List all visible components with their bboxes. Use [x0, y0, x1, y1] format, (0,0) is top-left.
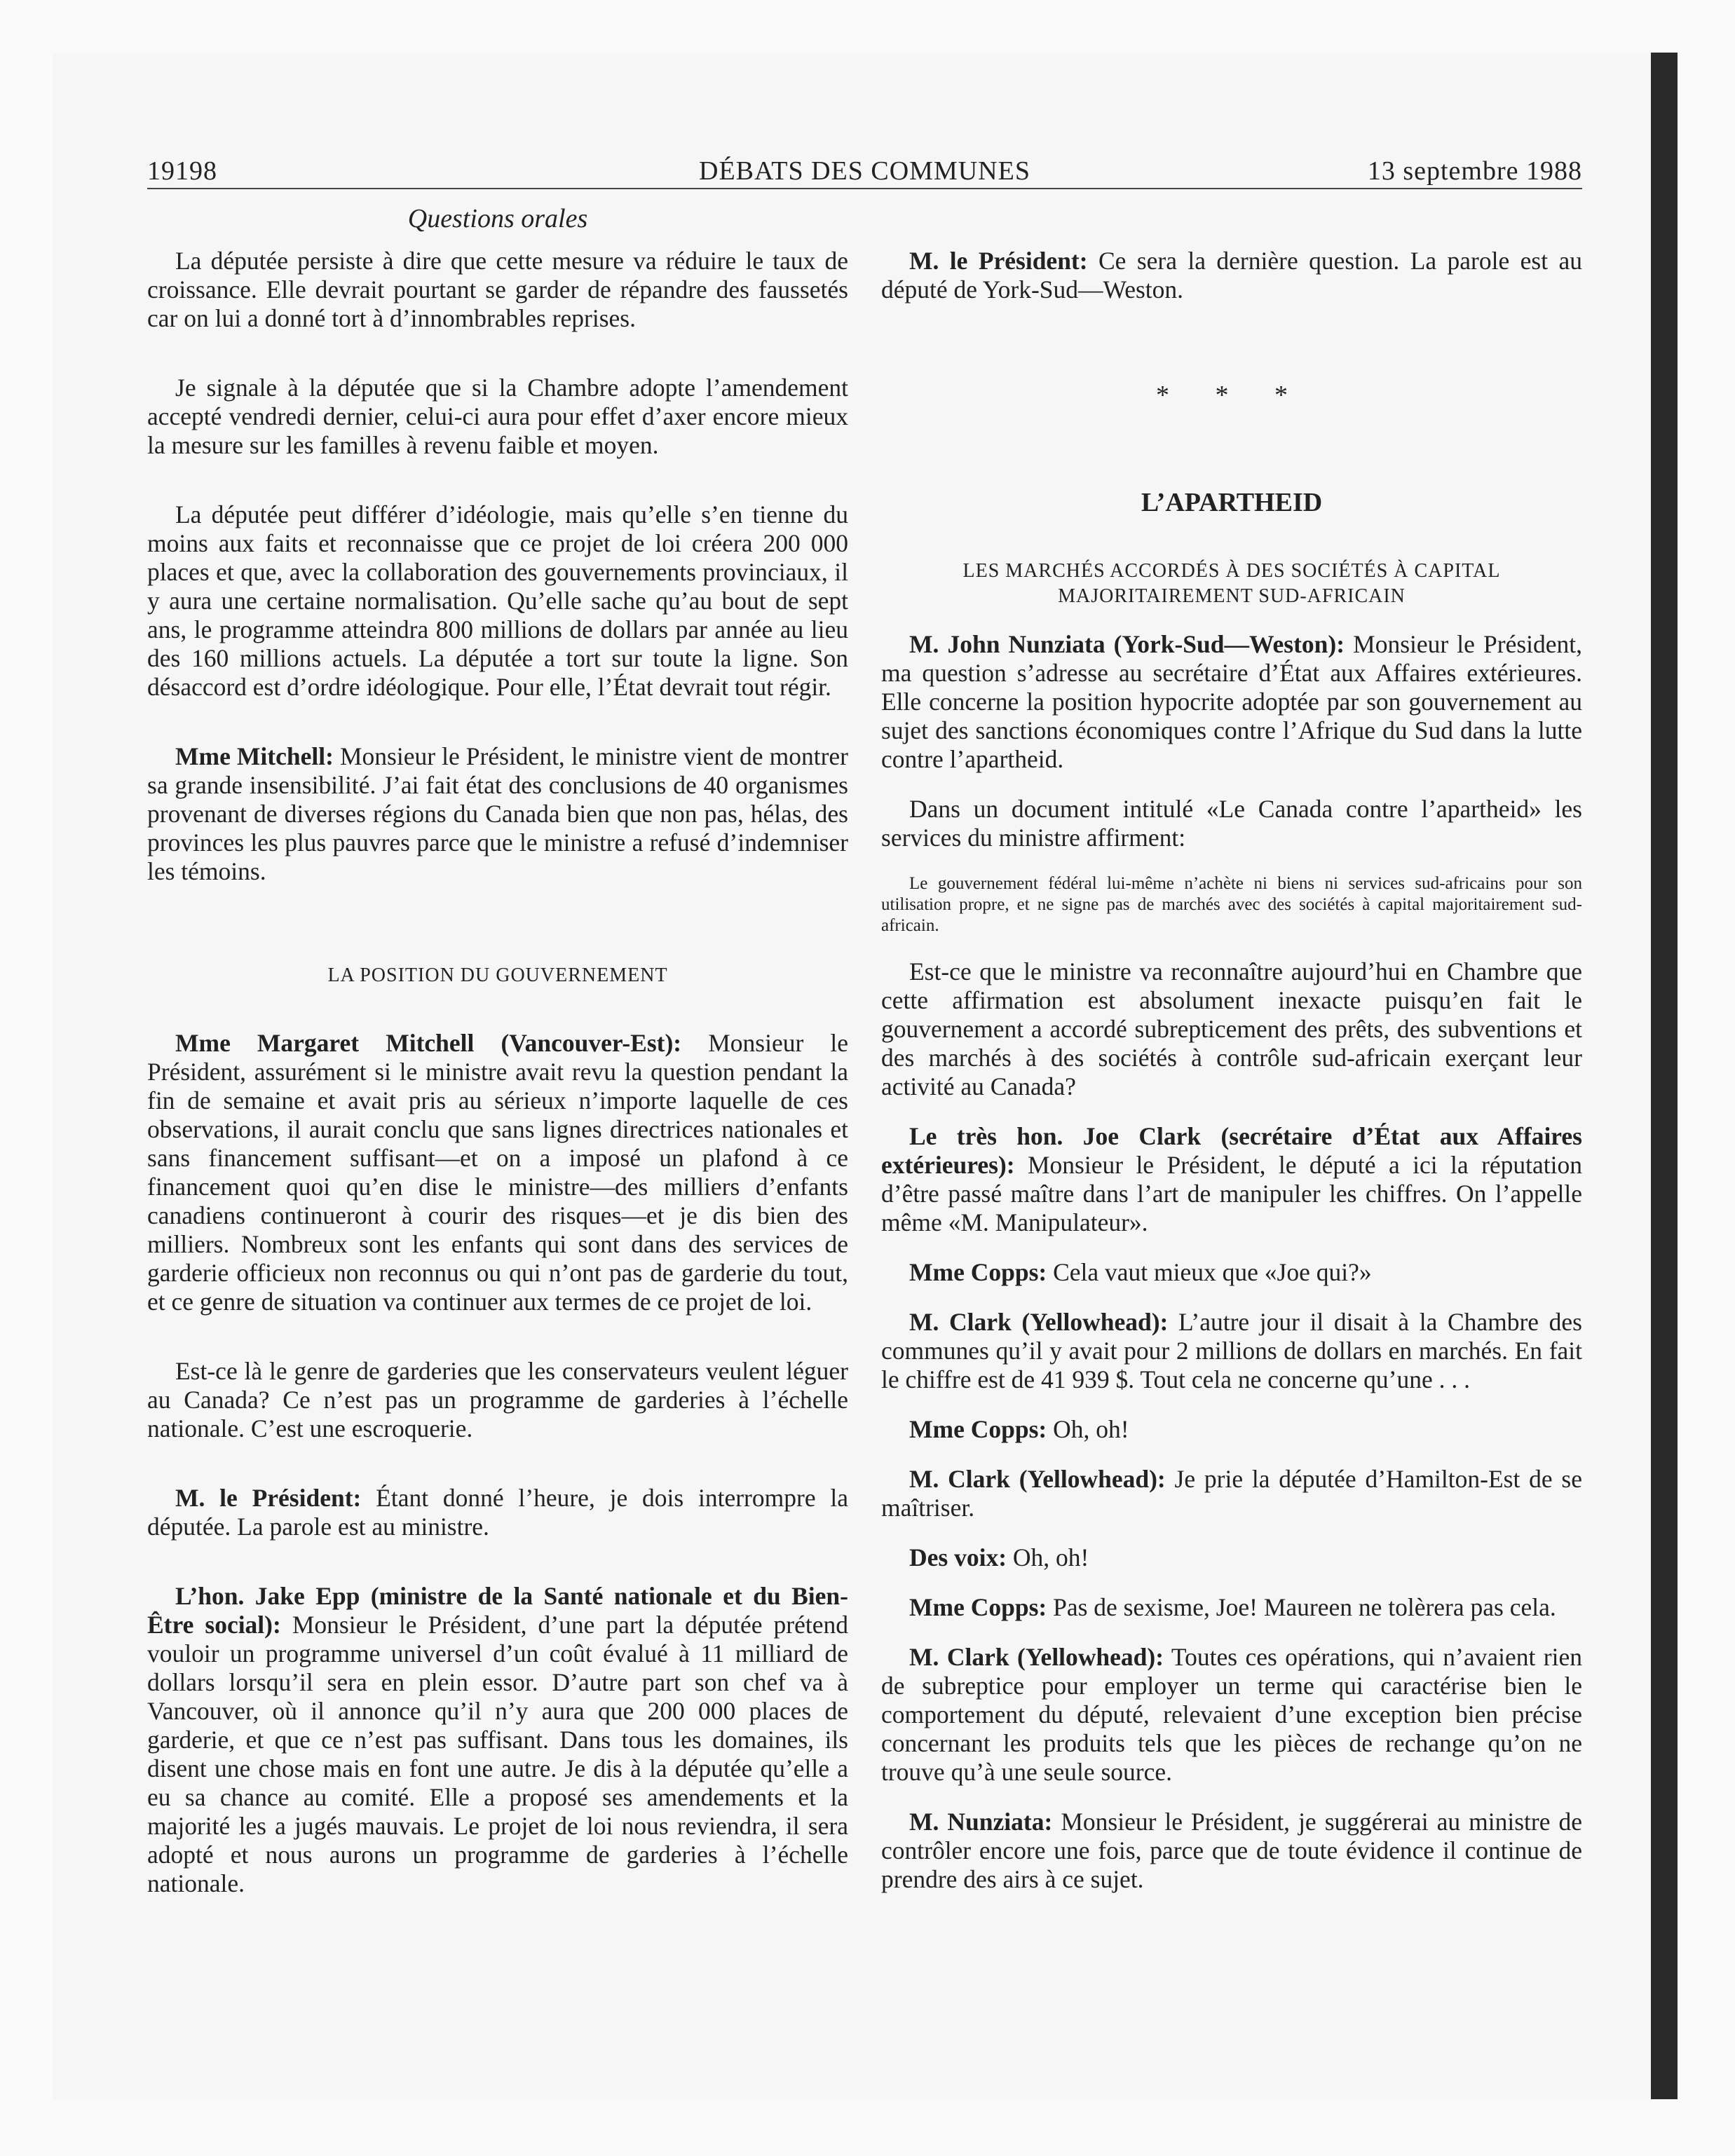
- paragraph: [881, 1308, 1582, 1394]
- right-column: [881, 247, 1582, 1894]
- subheading-line: LES MARCHÉS ACCORDÉS À DES SOCIÉTÉS À CAPITAL: [962, 560, 1501, 582]
- publication-title: DÉBATS DES COMMUNES: [699, 156, 1030, 186]
- speaker-name: Des voix:: [909, 1543, 1007, 1571]
- paragraph: [881, 1643, 1582, 1787]
- speech-text: Ce sera la dernière question. La parole est au député de York-Sud—Weston.: [881, 247, 1582, 303]
- paragraph: [881, 1543, 1582, 1572]
- subheading: LA POSITION DU GOUVERNEMENT: [327, 964, 668, 986]
- speaker-name: Mme Copps:: [909, 1258, 1047, 1286]
- speech-text: Pas de sexisme, Joe! Maureen ne tolèrera pas cela.: [1047, 1593, 1556, 1621]
- speech-text: Monsieur le Président, assurément si le ministre avait revu la question pendant la fin de semaine et avait pris au sérieux n’importe laquelle de ces observations, il aurait conclu que sans lignes directrices nationales et sans financement suffisant—et on a imposé un plafond à ce financement quoi qu’en dise le ministre—des milliers d’enfants canadiens continueront à courir des risques—et je dis bien des milliers. Nombreux sont les enfants qui sont dans des services de garderie officieux non reconnus ou qui n’ont pas de garderie du tout, et ce genre de situation va continuer aux termes de ce projet de loi.: [147, 1029, 848, 1316]
- speaker-name: M. Clark (Yellowhead):: [909, 1465, 1166, 1493]
- speaker-name: M. Nunziata:: [909, 1808, 1053, 1836]
- paragraph: [881, 630, 1582, 774]
- speech-text: Je prie la députée d’Hamilton-Est de se maîtriser.: [881, 1465, 1582, 1522]
- paragraph: [147, 1484, 848, 1541]
- paragraph: Dans un document intitulé «Le Canada contre l’apartheid» les services du ministre affirment:: [881, 795, 1582, 852]
- paragraph: [147, 1582, 848, 1898]
- speaker-name: L’hon. Jake Epp (ministre de la Santé nationale et du Bien-Être social):: [147, 1582, 848, 1639]
- block-quote: Le gouvernement fédéral lui-même n’achète ni biens ni services sud-africains pour son utilisation propre, et ne signe pas de marchés avec des sociétés à capital majoritairement sud-africain.: [881, 874, 1582, 935]
- speech-text: Monsieur le Président, d’une part la députée prétend vouloir un programme universel d’un coût évalué à 11 milliard de dollars lorsqu’il sera en plein essor. D’autre part son chef va à Vancouver, où il annonce qu’il n’y aura que 200 000 places de garderie, et que ce n’est pas suffisant. Dans tous les domaines, ils disent une chose mais en font une autre. Je dis à la députée qu’elle a eu sa chance au comité. Elle a proposé ses amendements et la majorité les a jugés mauvais. Le projet de loi nous reviendra, il sera adopté et nous aurons un programme de garderies à l’échelle nationale.: [147, 1611, 848, 1897]
- speaker-name: Le très hon. Joe Clark (secrétaire d’État aux Affaires extérieures):: [881, 1122, 1582, 1179]
- speech-text: Cela vaut mieux que «Joe qui?»: [1047, 1258, 1372, 1286]
- speaker-name: M. Clark (Yellowhead):: [909, 1308, 1169, 1336]
- page-number: 19198: [147, 156, 217, 186]
- paragraph: [881, 1415, 1582, 1444]
- paragraph: [881, 1465, 1582, 1522]
- paragraph: Est-ce que le ministre va reconnaître aujourd’hui en Chambre que cette affirmation est absolument inexacte puisqu’en fait le gouvernement a accordé subrepticement des prêts, des subventions et des marchés à des sociétés à contrôle sud-africain exerçant leur activité au Canada?: [881, 957, 1582, 1100]
- left-column: [147, 247, 848, 1898]
- speaker-name: Mme Mitchell:: [175, 742, 334, 770]
- paragraph: [147, 1029, 848, 1316]
- publication-date: 13 septembre 1988: [1367, 156, 1582, 186]
- page-header: [147, 156, 1582, 191]
- speech-text: Monsieur le Président, le ministre vient de montrer sa grande insensibilité. J’ai fait état des conclusions de 40 organismes provenant de diverses régions du Canada bien que non pas, hélas, des provinces les plus pauvres parce que le ministre a refusé d’indemniser les témoins.: [147, 742, 848, 885]
- paragraph: [881, 1808, 1582, 1894]
- paragraph: [147, 742, 848, 886]
- subheading-line: MAJORITAIREMENT SUD-AFRICAIN: [1058, 585, 1406, 607]
- speech-text: L’autre jour il disait à la Chambre des communes qu’il y avait pour 2 millions de dollars en marchés. En fait le chiffre est de 41 939 $. Tout cela ne concerne qu’une . . .: [881, 1308, 1582, 1393]
- paragraph: Je signale à la députée que si la Chambre adopte l’amendement accepté vendredi dernier, celui-ci aura pour effet d’axer encore mieux la mesure sur les familles à revenu faible et moyen.: [147, 374, 848, 459]
- paragraph: Est-ce là le genre de garderies que les conservateurs veulent léguer au Canada? Ce n’est pas un programme de garderies à l’échelle nationale. C’est une escroquerie.: [147, 1357, 848, 1442]
- speaker-name: M. Clark (Yellowhead):: [909, 1643, 1164, 1671]
- speaker-name: Mme Copps:: [909, 1415, 1047, 1443]
- speaker-name: M. le Président:: [909, 247, 1088, 275]
- paragraph: [881, 1593, 1582, 1622]
- header-rule: [147, 188, 1582, 189]
- speaker-name: Mme Copps:: [909, 1593, 1047, 1621]
- paragraph: La députée peut différer d’idéologie, mais qu’elle s’en tienne du moins aux faits et reconnaisse que ce projet de loi créera 200 000 places et que, avec la collaboration des gouvernements provinciaux, il y aura une certaine normalisation. Qu’elle sache qu’au bout de sept ans, le programme atteindra 800 millions de dollars par année au lieu des 160 millions actuels. La députée a tort sur toute la ligne. Son désaccord est d’ordre idéologique. Pour elle, l’État devrait tout régir.: [147, 500, 848, 701]
- paragraph: [881, 247, 1582, 304]
- speaker-name: M. John Nunziata (York-Sud—Weston):: [909, 630, 1345, 658]
- section-separator: * * *: [1156, 381, 1307, 410]
- paragraph: [881, 1258, 1582, 1287]
- speech-text: Étant donné l’heure, je dois interrompre la députée. La parole est au ministre.: [147, 1484, 848, 1541]
- speech-text: Monsieur le Président, je suggérerai au ministre de contrôler encore une fois, parce que de toute évidence il continue de prendre des airs à ce sujet.: [881, 1808, 1582, 1893]
- speaker-name: Mme Margaret Mitchell (Vancouver-Est):: [175, 1029, 682, 1057]
- speech-text: Monsieur le Président, ma question s’adresse au secrétaire d’État aux Affaires extérieures. Elle concerne la position hypocrite adoptée par son gouvernement au sujet des sanctions économiques contre l’Afrique du Sud dans la lutte contre l’apartheid.: [881, 630, 1582, 773]
- speech-text: Monsieur le Président, le député a ici la réputation d’être passé maître dans l’art de manipuler les chiffres. On l’appelle même «M. Manipulateur».: [881, 1151, 1582, 1236]
- section-label: Questions orales: [407, 204, 588, 233]
- paragraph: [881, 1122, 1582, 1237]
- speech-text: Oh, oh!: [1007, 1543, 1089, 1571]
- speech-text: Oh, oh!: [1047, 1415, 1129, 1443]
- scan-edge-shadow: [1651, 53, 1678, 2099]
- speech-text: Toutes ces opérations, qui n’avaient rien de subreptice pour employer un terme qui caractérise bien le comportement du député, relevaient d’une exception bien précise concernant les produits tels que les pièces de rechange qu’on ne trouve qu’à une seule source.: [881, 1643, 1582, 1786]
- topic-heading: L’APARTHEID: [1141, 488, 1323, 517]
- paragraph: La députée persiste à dire que cette mesure va réduire le taux de croissance. Elle devrait pourtant se garder de répandre des faussetés car on lui a donné tort à d’innombrables reprises.: [147, 247, 848, 332]
- speaker-name: M. le Président:: [175, 1484, 362, 1512]
